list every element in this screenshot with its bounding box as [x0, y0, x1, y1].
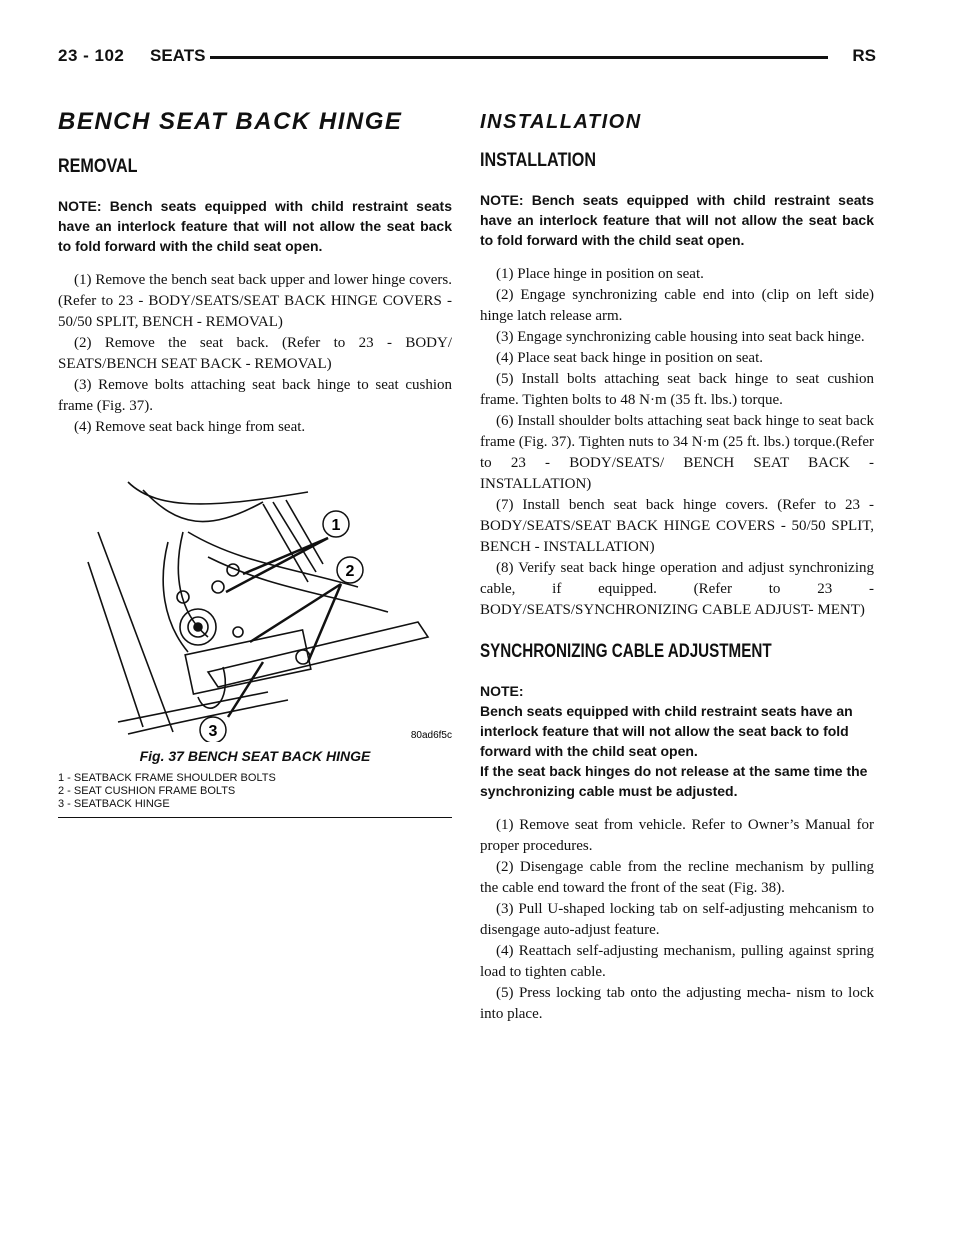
section-title: INSTALLATION	[480, 111, 642, 133]
section-name: SEATS	[150, 46, 206, 65]
left-column	[58, 108, 452, 818]
list-item: (8) Verify seat back hinge operation and adjust synchronizing cable, if equipped. (Refer to 23 - BODY/SEATS/SYNCHRONIZING CABLE ADJUST- MENT)	[480, 560, 874, 618]
list-item: (2) Disengage cable from the recline mechanism by pulling the cable end toward the front of the seat (Fig. 38).	[480, 859, 874, 896]
list-item: (5) Press locking tab onto the adjusting mecha- nism to lock into place.	[480, 985, 874, 1022]
removal-steps	[58, 270, 452, 438]
header-rule	[210, 56, 828, 59]
note-line: NOTE:	[480, 683, 524, 699]
page-title: BENCH SEAT BACK HINGE	[58, 108, 403, 135]
installation-steps	[480, 264, 874, 621]
list-item: (1) Remove seat from vehicle. Refer to Owner’s Manual for proper procedures.	[480, 817, 874, 854]
list-item: (4) Reattach self-adjusting mechanism, pulling against spring load to tighten cable.	[480, 943, 874, 980]
sync-cable-heading: SYNCHRONIZING CABLE ADJUSTMENT	[480, 641, 772, 662]
list-item: (4) Place seat back hinge in position on seat.	[496, 350, 764, 366]
list-item: (1) Place hinge in position on seat.	[496, 266, 704, 282]
sync-cable-note	[480, 681, 874, 801]
model-code: RS	[852, 46, 876, 65]
page-number: 23 - 102	[58, 46, 125, 65]
list-item: (6) Install shoulder bolts attaching seat back hinge to seat back frame (Fig. 37). Tighten nuts to 34 N·m (25 ft. lbs.) torque.(Refer to 23 - BODY/SEATS/ BENCH SEAT BACK - INSTALLATION)	[480, 413, 874, 492]
list-item: (4) Remove seat back hinge from seat.	[74, 419, 306, 435]
list-item: (7) Install bench seat back hinge covers. (Refer to 23 - BODY/SEATS/SEAT BACK HINGE COVERS - 50/50 SPLIT, BENCH - INSTALLATION)	[480, 497, 874, 555]
right-column	[480, 108, 874, 1025]
list-item: (2) Engage synchronizing cable end into (clip on left side) hinge latch release arm.	[480, 287, 874, 324]
note-line: Bench seats equipped with child restraint seats have an interlock feature that will not allow the seat back to fold forward with the child seat open.	[480, 703, 853, 759]
callout-3: 3	[208, 723, 218, 740]
page-header	[58, 38, 876, 76]
legend-item: 2 - SEAT CUSHION FRAME BOLTS	[58, 785, 236, 797]
legend-item: 3 - SEATBACK HINGE	[58, 798, 170, 810]
removal-heading: REMOVAL	[58, 156, 138, 177]
hinge-illustration	[58, 472, 452, 742]
list-item: (2) Remove the seat back. (Refer to 23 - BODY/ SEATS/BENCH SEAT BACK - REMOVAL)	[58, 335, 452, 372]
list-item: (5) Install bolts attaching seat back hinge to seat cushion frame. Tighten bolts to 48 N·m (35 ft. lbs.) torque.	[480, 371, 874, 408]
figure-caption: Fig. 37 BENCH SEAT BACK HINGE	[139, 748, 371, 764]
figure-caption-block	[58, 748, 452, 818]
callout-2: 2	[345, 563, 355, 580]
legend-item: 1 - SEATBACK FRAME SHOULDER BOLTS	[58, 772, 276, 784]
removal-note: NOTE: Bench seats equipped with child restraint seats have an interlock feature that will not allow the seat back to fold forward with the child seat open.	[58, 198, 452, 254]
installation-heading: INSTALLATION	[480, 150, 597, 171]
list-item: (3) Remove bolts attaching seat back hinge to seat cushion frame (Fig. 37).	[58, 377, 452, 414]
figure-legend	[58, 772, 452, 811]
figure-code: 80ad6f5c	[410, 730, 452, 741]
callout-1: 1	[331, 517, 341, 534]
list-item: (3) Engage synchronizing cable housing into seat back hinge.	[496, 329, 865, 345]
note-line: If the seat back hinges do not release at the same time the synchronizing cable must be adjusted.	[480, 763, 868, 799]
installation-note: NOTE: Bench seats equipped with child restraint seats have an interlock feature that will not allow the seat back to fold forward with the child seat open.	[480, 192, 874, 248]
list-item: (3) Pull U-shaped locking tab on self-adjusting mehcanism to disengage auto-adjust feature.	[480, 901, 874, 938]
list-item: (1) Remove the bench seat back upper and lower hinge covers. (Refer to 23 - BODY/SEATS/SEAT BACK HINGE COVERS - 50/50 SPLIT, BENCH - REMOVAL)	[58, 272, 452, 330]
sync-cable-steps	[480, 815, 874, 1025]
figure-37	[58, 472, 452, 742]
